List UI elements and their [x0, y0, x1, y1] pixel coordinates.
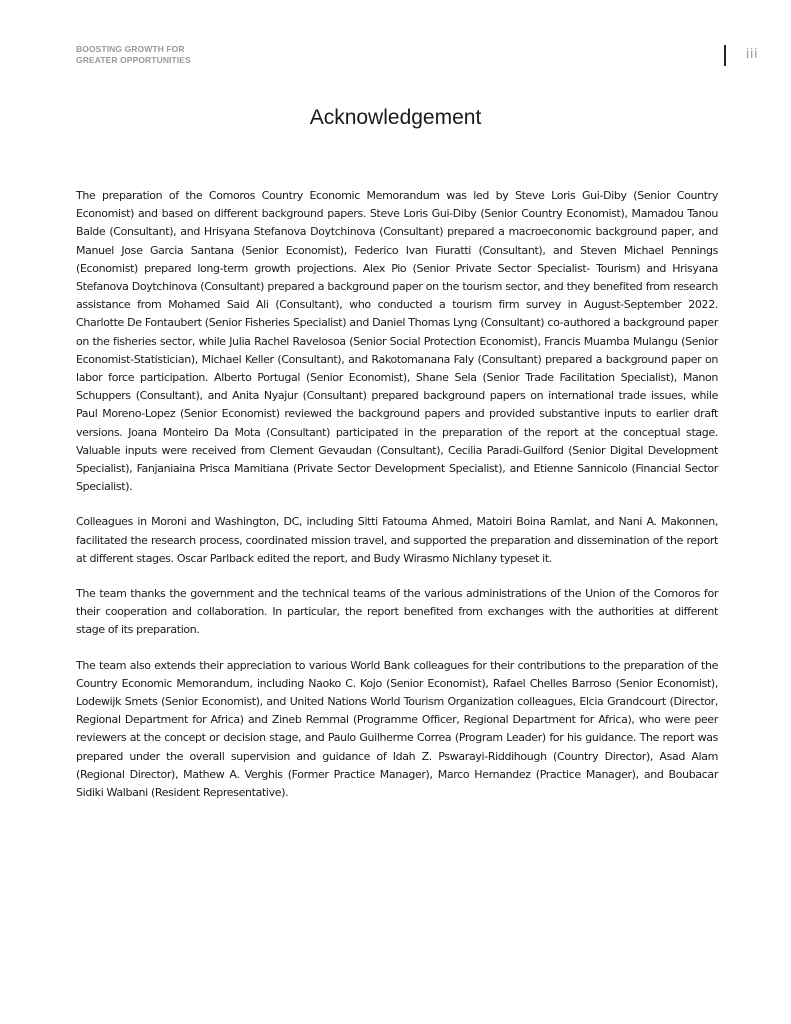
header-divider: [724, 45, 726, 66]
running-title-line-1: BOOSTING GROWTH FOR: [76, 44, 185, 54]
paragraph-colleagues: Colleagues in Moroni and Washington, DC, including Sitti Fatouma Ahmed, Matoiri Boina Ramlat, and Nani A. Makonnen, facilitated the research process, coordinated mission travel, and supported the preparation and dissemination of the report at different stages. Oscar Parlback edited the report, and Budy Wirasmo Nichlany typeset it.: [76, 515, 718, 565]
paragraph-government-thanks: The team thanks the government and the technical teams of the various administrations of the Union of the Comoros for their cooperation and collaboration. In particular, the report benefited from exchanges with the authorities at different stage of its preparation.: [76, 587, 718, 637]
paragraph-world-bank-thanks: The team also extends their appreciation to various World Bank colleagues for their contributions to the preparation of the Country Economic Memorandum, including Naoko C. Kojo (Senior Economist), Rafael Chelles Barroso (Senior Economist), Lodewijk Smets (Senior Economist), and United Nations World Tourism Organization colleagues, Elcia Grandcourt (Director, Regional Department for Africa) and Zineb Remmal (Programme Officer, Regional Department for Africa), who were peer reviewers at the concept or decision stage, and Paulo Guilherme Correa (Program Leader) for his guidance. The report was prepared under the overall supervision and guidance of Idah Z. Pswarayi-Riddihough (Country Director), Asad Alam (Regional Director), Mathew A. Verghis (Former Practice Manager), Marco Hernandez (Practice Manager), and Boubacar Sidiki Walbani (Resident Representative).: [76, 658, 718, 800]
page-title: Acknowledgement: [309, 106, 482, 129]
acknowledgement-body: [76, 187, 718, 819]
running-header: [76, 44, 191, 66]
paragraph-contributors: The preparation of the Comoros Country Economic Memorandum was led by Steve Loris Gui-Diby (Senior Country Economist) and based on different background papers. Steve Loris Gui-Diby (Senior Country Economist), Mamadou Tanou Balde (Consultant), and Hrisyana Stefanova Doytchinova (Consultant) prepared a macroeconomic background paper, and Manuel Jose Garcia Santana (Senior Economist), Federico Ivan Fiuratti (Consultant), and Steven Michael Pennings (Economist) prepared long-term growth projections. Alex Pio (Senior Private Sector Specialist- Tourism) and Hrisyana Stefanova Doytchinova (Consultant) prepared a background paper on the tourism sector, and they benefited from research assistance from Mohamed Said Ali (Consultant), who conducted a tourism firm survey in August-September 2022. Charlotte De Fontaubert (Senior Fisheries Specialist) and Daniel Thomas Lyng (Consultant) co-authored a background paper on the fisheries sector, while Julia Rachel Ravelosoa (Senior Social Protection Economist), Francis Muamba Mulangu (Senior Economist-Statistician), Michael Keller (Consultant), and Rakotomanana Faly (Consultant) prepared a background paper on labor force participation. Alberto Portugal (Senior Economist), Shane Sela (Senior Trade Facilitation Specialist), Manon Schuppers (Consultant), and Anita Nyajur (Consultant) prepared background papers on international trade issues, while Paul Moreno-Lopez (Senior Economist) reviewed the background papers and provided substantive inputs to earlier draft versions. Joana Monteiro Da Mota (Consultant) participated in the preparation of the report at the conceptual stage. Valuable inputs were received from Clement Gevaudan (Consultant), Cecilia Paradi-Guilford (Senior Digital Development Specialist), Fanjaniaina Prisca Mamitiana (Private Sector Development Specialist), and Etienne Sannicolo (Financial Sector Specialist).: [76, 189, 718, 494]
page-number: iii: [746, 45, 759, 61]
running-title-line-2: GREATER OPPORTUNITIES: [76, 55, 191, 65]
